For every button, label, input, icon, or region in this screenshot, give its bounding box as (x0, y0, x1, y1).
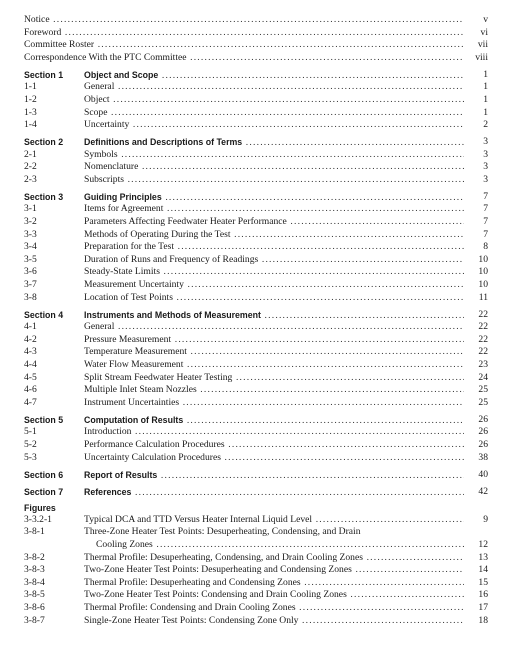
table-of-contents (24, 14, 488, 627)
entry-page-number: 12 (464, 539, 488, 552)
toc-figure-entry[interactable] (24, 564, 488, 577)
toc-subsection-entry[interactable] (24, 216, 488, 229)
entry-number: 3-7 (24, 279, 37, 291)
toc-front-matter-entry[interactable] (24, 14, 488, 27)
entry-page-number: 10 (464, 254, 488, 267)
toc-subsection-entry[interactable] (24, 346, 488, 359)
entry-title-text: Performance Calculation Procedures (84, 438, 225, 450)
entry-page-number: 14 (464, 564, 488, 577)
entry-page-number: 3 (464, 136, 488, 149)
entry-page-number: 23 (464, 359, 488, 372)
toc-section-heading[interactable] (24, 191, 488, 204)
entry-title (84, 426, 464, 439)
entry-title-text: Instrument Uncertainties (84, 396, 180, 408)
toc-subsection-entry[interactable] (24, 292, 488, 305)
entry-page-number: 42 (464, 486, 488, 499)
entry-title-text: Introduction (84, 426, 132, 438)
toc-subsection-entry[interactable] (24, 279, 488, 292)
toc-subsection-entry[interactable] (24, 452, 488, 465)
entry-page-number: 3 (464, 149, 488, 162)
toc-section-heading[interactable] (24, 486, 488, 499)
entry-number: 3-3 (24, 228, 37, 240)
entry-title (84, 577, 464, 590)
entry-number: Section 5 (24, 414, 64, 425)
entry-title (24, 39, 464, 52)
entry-number: 3-8-5 (24, 589, 45, 601)
entry-number: 3-8-7 (24, 614, 45, 626)
entry-title (84, 136, 464, 150)
entry-number: 3-8-6 (24, 602, 45, 614)
toc-subsection-entry[interactable] (24, 426, 488, 439)
entry-number: 3-5 (24, 253, 37, 265)
entry-page-number: 1 (464, 81, 488, 94)
entry-title (84, 615, 464, 628)
entry-page-number: 22 (464, 309, 488, 322)
entry-title-text: Preparation for the Test (84, 241, 174, 253)
entry-title (84, 203, 464, 216)
entry-title-text: Duration of Runs and Frequency of Readings (84, 253, 259, 265)
entry-title (84, 69, 464, 83)
entry-number: 3-1 (24, 203, 37, 215)
entry-number: Section 2 (24, 137, 64, 148)
toc-section-heading[interactable] (24, 136, 488, 149)
entry-title-line-1: Three-Zone Heater Test Points: Desuperheating, Condensing, and Drain (84, 526, 361, 538)
entry-title-text: Notice (24, 14, 50, 25)
entry-page-number: 3 (464, 174, 488, 187)
entry-number: 2-3 (24, 173, 37, 185)
entry-number: 3-8-3 (24, 564, 45, 576)
entry-title-text: Uncertainty (84, 119, 130, 131)
toc-subsection-entry[interactable] (24, 321, 488, 334)
entry-page-number: 25 (464, 397, 488, 410)
entry-title-text: Items for Agreement (84, 203, 164, 215)
entry-title-text: Split Stream Feedwater Heater Testing (84, 371, 233, 383)
entry-number: 1-3 (24, 106, 37, 118)
toc-front-matter-entry[interactable] (24, 27, 488, 40)
toc-figure-entry[interactable] (24, 602, 488, 615)
entry-title-text: Object and Scope (84, 69, 159, 80)
entry-title-text: Nomenclature (84, 161, 139, 173)
entry-title-text: Single-Zone Heater Test Points: Condensing Zone Only (84, 614, 299, 626)
entry-page-number: 22 (464, 321, 488, 334)
entry-title-text: Correspondence With the PTC Committee (24, 51, 187, 63)
toc-subsection-entry[interactable] (24, 149, 488, 162)
entry-title-text: Methods of Operating During the Test (84, 228, 231, 240)
entry-title (84, 514, 464, 527)
entry-page-number: 18 (464, 615, 488, 628)
entry-title (84, 414, 464, 428)
toc-front-matter-entry[interactable] (24, 39, 488, 52)
entry-page-number: 7 (464, 216, 488, 229)
entry-title (84, 589, 464, 602)
entry-page-number: 10 (464, 279, 488, 292)
entry-page-number: 7 (464, 191, 488, 204)
entry-title-text: Temperature Measurement (84, 346, 187, 358)
entry-title-text: Steady-State Limits (84, 266, 160, 278)
entry-page-number: 13 (464, 552, 488, 565)
entry-number: 1-1 (24, 81, 37, 93)
entry-page-number: vii (464, 39, 488, 52)
entry-title (84, 81, 464, 94)
entry-number: 3-8-4 (24, 576, 45, 588)
entry-number: 3-3.2-1 (24, 513, 52, 525)
toc-front-matter-entry[interactable] (24, 52, 488, 65)
entry-number: 1-4 (24, 119, 37, 131)
entry-title (84, 359, 464, 372)
entry-page-number: 8 (464, 241, 488, 254)
entry-title (84, 321, 464, 334)
entry-title-text: Location of Test Points (84, 291, 173, 303)
entry-page-number: 38 (464, 452, 488, 465)
entry-title (84, 439, 464, 452)
toc-subsection-entry[interactable] (24, 203, 488, 216)
toc-subsection-entry[interactable] (24, 384, 488, 397)
toc-subsection-entry[interactable] (24, 241, 488, 254)
entry-title-text: Water Flow Measurement (84, 359, 184, 370)
entry-page-number: viii (464, 52, 488, 65)
entry-number: 3-2 (24, 216, 37, 228)
entry-title (84, 292, 464, 305)
entry-title (84, 397, 464, 410)
entry-title (84, 107, 464, 120)
entry-title-text: Foreword (24, 26, 62, 38)
entry-title-text: Computation of Results (84, 414, 184, 425)
entry-title-text: Parameters Affecting Feedwater Heater Performance (84, 216, 287, 228)
entry-number: 5-1 (24, 426, 37, 438)
entry-title (84, 174, 464, 187)
entry-title (84, 191, 464, 205)
entry-number: 5-3 (24, 451, 37, 463)
entry-number: Section 7 (24, 486, 64, 497)
entry-page-number: 7 (464, 203, 488, 216)
entry-title-text: Thermal Profile: Desuperheating and Condensing Zones (84, 576, 301, 588)
toc-subsection-entry[interactable] (24, 161, 488, 174)
entry-title (84, 486, 464, 500)
toc-section-heading[interactable] (24, 414, 488, 427)
entry-title (84, 216, 464, 229)
entry-title (84, 254, 464, 267)
toc-subsection-entry[interactable] (24, 94, 488, 107)
entry-page-number: 16 (464, 589, 488, 602)
entry-title-text: Subscripts (84, 173, 124, 185)
toc-figure-entry[interactable] (24, 589, 488, 602)
toc-subsection-entry[interactable] (24, 266, 488, 279)
toc-subsection-entry[interactable] (24, 107, 488, 120)
toc-figure-entry[interactable] (24, 526, 488, 551)
entry-page-number: 3 (464, 161, 488, 174)
entry-title (84, 602, 464, 615)
figures-heading: Figures (24, 502, 56, 513)
toc-section-heading[interactable] (24, 309, 488, 322)
entry-number: Section 6 (24, 469, 64, 480)
entry-page-number: 25 (464, 384, 488, 397)
entry-title-text: Measurement Uncertainty (84, 279, 184, 291)
entry-number: 4-3 (24, 346, 37, 358)
toc-subsection-entry[interactable] (24, 174, 488, 187)
entry-number: 2-1 (24, 148, 37, 160)
entry-title-text: Definitions and Descriptions of Terms (84, 137, 243, 148)
toc-subsection-entry[interactable] (24, 359, 488, 372)
entry-page-number: 22 (464, 346, 488, 359)
entry-title-text: Thermal Profile: Condensing and Drain Cooling Zones (84, 602, 296, 614)
toc-subsection-entry[interactable] (24, 229, 488, 242)
entry-page-number: 1 (464, 69, 488, 82)
entry-title-text: Multiple Inlet Steam Nozzles (84, 384, 197, 396)
entry-title (24, 52, 464, 65)
entry-number: 3-6 (24, 266, 37, 278)
toc-figure-entry[interactable] (24, 577, 488, 590)
entry-title-text: Typical DCA and TTD Versus Heater Internal Liquid Level (84, 513, 313, 525)
entry-title (84, 229, 464, 242)
entry-page-number: 24 (464, 372, 488, 385)
toc-figure-entry[interactable] (24, 552, 488, 565)
toc-section-heading[interactable] (24, 69, 488, 82)
entry-page-number: 1 (464, 107, 488, 120)
entry-number: 2-2 (24, 161, 37, 173)
entry-page-number: 7 (464, 229, 488, 242)
entry-title-text: Symbols (84, 148, 118, 160)
entry-page-number: 9 (464, 514, 488, 527)
entry-page-number: 10 (464, 266, 488, 279)
entry-page-number: 17 (464, 602, 488, 615)
entry-title (84, 279, 464, 292)
entry-number: 4-1 (24, 321, 37, 333)
entry-page-number: 15 (464, 577, 488, 590)
entry-title (84, 309, 464, 323)
toc-subsection-entry[interactable] (24, 119, 488, 132)
entry-number: 4-7 (24, 396, 37, 408)
entry-title-text: Two-Zone Heater Test Points: Desuperheating and Condensing Zones (84, 564, 352, 576)
toc-subsection-entry[interactable] (24, 372, 488, 385)
toc-subsection-entry[interactable] (24, 334, 488, 347)
entry-page-number: v (464, 14, 488, 27)
entry-title (84, 346, 464, 359)
toc-figure-entry[interactable] (24, 615, 488, 628)
entry-number: 4-6 (24, 384, 37, 396)
toc-subsection-entry[interactable] (24, 439, 488, 452)
entry-title (84, 469, 464, 483)
entry-title-text: Uncertainty Calculation Procedures (84, 451, 221, 463)
entry-title (84, 241, 464, 254)
entry-title (84, 94, 464, 107)
entry-title-text: General (84, 321, 115, 333)
entry-number: Section 3 (24, 191, 64, 202)
entry-page-number: vi (464, 27, 488, 40)
entry-title (84, 384, 464, 397)
entry-number: 3-8 (24, 291, 37, 303)
entry-title-text: References (84, 486, 132, 497)
toc-figure-entry[interactable] (24, 514, 488, 527)
entry-title-text: Object (84, 93, 110, 105)
entry-page-number: 26 (464, 414, 488, 427)
entry-number: 4-4 (24, 359, 37, 370)
entry-title-text: Guiding Principles (84, 191, 162, 202)
entry-title-text: Instruments and Methods of Measurement (84, 309, 261, 320)
toc-subsection-entry[interactable] (24, 254, 488, 267)
toc-subsection-entry[interactable] (24, 81, 488, 94)
entry-title-text: Thermal Profile: Desuperheating, Condensing, and Drain Cooling Zones (84, 551, 363, 563)
entry-title (84, 372, 464, 385)
entry-number: 3-8-1 (24, 526, 45, 538)
entry-page-number: 26 (464, 439, 488, 452)
entry-title (84, 526, 464, 551)
entry-number: 5-2 (24, 438, 37, 450)
entry-title (84, 149, 464, 162)
entry-number: 4-5 (24, 371, 37, 383)
entry-title-text: Two-Zone Heater Test Points: Condensing and Drain Cooling Zones (84, 589, 347, 601)
entry-page-number: 11 (464, 292, 488, 305)
entry-number: Section 1 (24, 69, 64, 80)
entry-page-number: 22 (464, 334, 488, 347)
entry-title (84, 552, 464, 565)
entry-title (84, 564, 464, 577)
entry-title-text: Pressure Measurement (84, 333, 172, 345)
toc-section-heading[interactable] (24, 469, 488, 482)
entry-title-text: General (84, 81, 115, 93)
entry-number: 4-2 (24, 333, 37, 345)
entry-title (84, 119, 464, 132)
entry-page-number: 40 (464, 469, 488, 482)
entry-title (84, 266, 464, 279)
toc-subsection-entry[interactable] (24, 397, 488, 410)
entry-number: 1-2 (24, 93, 37, 105)
entry-title-line-2: Cooling Zones ..... (84, 539, 464, 552)
entry-title (24, 14, 464, 27)
entry-title-text: Committee Roster (24, 39, 95, 51)
entry-page-number: 1 (464, 94, 488, 107)
entry-page-number: 2 (464, 119, 488, 132)
entry-title (84, 452, 464, 465)
entry-number: Section 4 (24, 309, 64, 320)
entry-title (24, 27, 464, 40)
entry-number: 3-8-2 (24, 551, 45, 563)
entry-page-number: 26 (464, 426, 488, 439)
entry-number: 3-4 (24, 241, 37, 253)
entry-title-text: Report of Results (84, 469, 158, 480)
entry-title (84, 334, 464, 347)
entry-title (84, 161, 464, 174)
entry-title-text: Scope (84, 106, 108, 118)
